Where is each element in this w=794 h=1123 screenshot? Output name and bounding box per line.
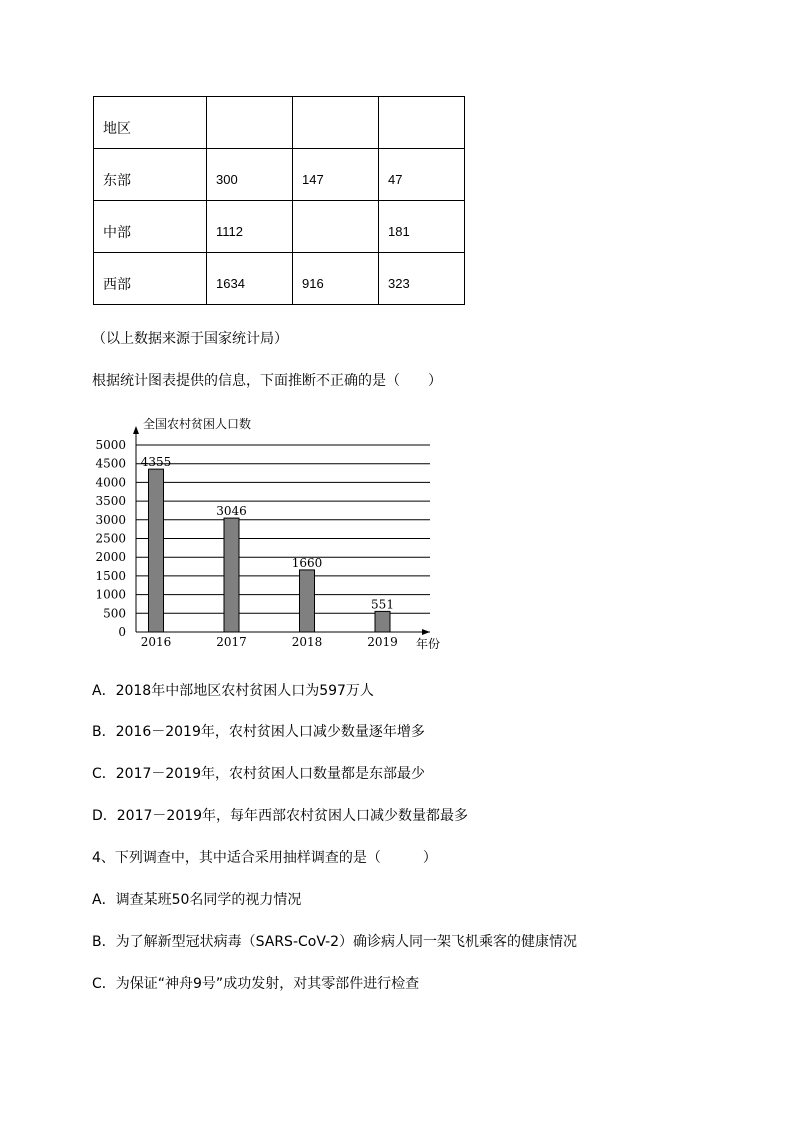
y-axis-arrow (133, 426, 139, 434)
table-cell: 147 (293, 149, 379, 201)
table-cell (293, 97, 379, 149)
table-cell (207, 97, 293, 149)
table-row (94, 149, 465, 201)
q4-option-a: A．调查某班50名同学的视力情况 (92, 892, 302, 908)
question-4-stem: 4、下列调查中，其中适合采用抽样调查的是（ ） (92, 850, 437, 866)
poverty-region-table (93, 96, 465, 305)
table-cell: 323 (379, 253, 465, 305)
y-tick-label: 1500 (95, 568, 126, 583)
y-tick-label: 4000 (95, 475, 126, 490)
x-tick-label: 2017 (216, 635, 247, 649)
y-tick-label: 3000 (95, 512, 126, 527)
y-tick-label: 2000 (95, 550, 126, 565)
data-label: 551 (371, 597, 394, 612)
bar (224, 518, 239, 632)
table-cell: 1112 (207, 201, 293, 253)
x-tick-label: 2018 (291, 635, 323, 649)
data-label: 3046 (216, 504, 247, 519)
chart-x-axis-label: 年份 (416, 637, 441, 651)
table-cell: 中部 (94, 201, 207, 253)
bar (300, 570, 315, 632)
table-cell (379, 97, 465, 149)
q4-option-c: C．为保证“神舟9号”成功发射，对其零部件进行检查 (92, 976, 420, 992)
y-tick-label: 3500 (95, 494, 126, 509)
table-row (94, 201, 465, 253)
table-cell: 916 (293, 253, 379, 305)
y-tick-label: 2500 (95, 531, 126, 546)
chart-title: 全国农村贫困人口数 (143, 417, 252, 431)
table-cell: 300 (207, 149, 293, 201)
table-cell (293, 201, 379, 253)
table-cell: 西部 (94, 253, 207, 305)
q3-option-a: A．2018年中部地区农村贫困人口为597万人 (92, 683, 374, 699)
y-tick-label: 500 (103, 606, 126, 621)
y-tick-label: 4500 (95, 456, 126, 471)
table-cell: 东部 (94, 149, 207, 201)
x-tick-label: 2016 (140, 635, 172, 649)
table-cell: 地区 (94, 97, 207, 149)
chart-grid (136, 445, 430, 613)
q4-option-b: B．为了解新型冠状病毒（SARS-CoV-2）确诊病人同一架飞机乘客的健康情况 (92, 934, 578, 950)
x-tick-label: 2019 (367, 635, 398, 649)
question-3-stem: 根据统计图表提供的信息，下面推断不正确的是（ ） (92, 373, 442, 389)
x-axis-arrow (422, 629, 430, 635)
table-cell: 47 (379, 149, 465, 201)
table-header-row (94, 97, 465, 149)
table-cell: 181 (379, 201, 465, 253)
source-note: （以上数据来源于国家统计局） (92, 331, 288, 347)
data-label: 1660 (291, 555, 323, 570)
y-tick-label: 0 (118, 625, 126, 639)
table-row (94, 253, 465, 305)
q3-option-c: C．2017－2019年，农村贫困人口数量都是东部最少 (92, 766, 426, 782)
data-label: 4355 (140, 455, 172, 470)
chart-y-ticks (95, 438, 126, 639)
bar (375, 611, 390, 632)
q3-option-d: D．2017－2019年，每年西部农村贫困人口减少数量都最多 (92, 808, 469, 824)
y-tick-label: 1000 (95, 587, 126, 602)
table-cell: 1634 (207, 253, 293, 305)
y-tick-label: 5000 (95, 438, 126, 452)
chart-x-ticks (141, 635, 398, 649)
poverty-bar-chart (88, 410, 458, 660)
chart-data-labels (141, 455, 394, 611)
bar (149, 469, 164, 632)
chart-bars (149, 469, 391, 632)
q3-option-b: B．2016－2019年，农村贫困人口减少数量逐年增多 (92, 724, 425, 740)
